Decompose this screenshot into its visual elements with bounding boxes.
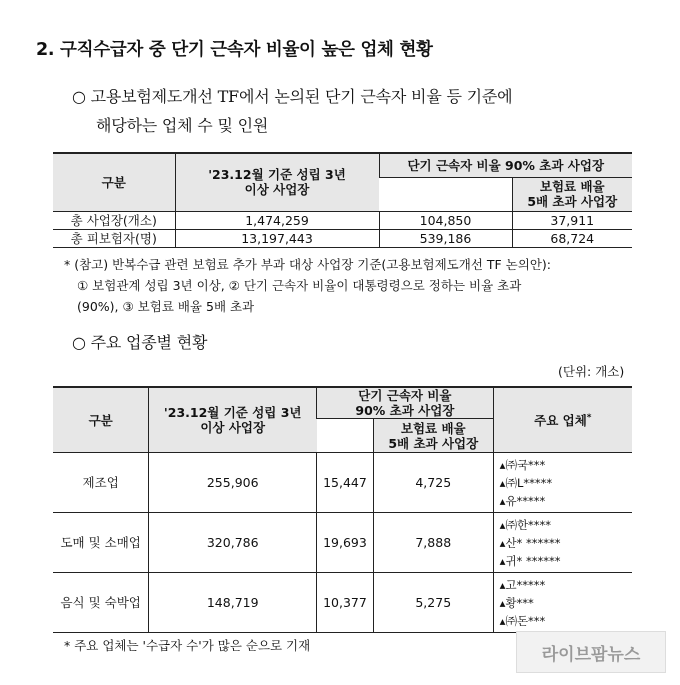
t1-row-label: 총 피보험자(명) bbox=[53, 229, 175, 247]
t1-header-col3: 보험료 배율 5배 초과 사업장 bbox=[512, 177, 632, 211]
t2-header-category: 구분 bbox=[53, 387, 149, 453]
t1-cell: 13,197,443 bbox=[175, 229, 379, 247]
t1-spacer bbox=[379, 177, 512, 211]
t1-header-category: 구분 bbox=[53, 153, 175, 211]
t2-cell: 19,693 bbox=[317, 513, 374, 573]
t2-cell: 148,719 bbox=[149, 573, 317, 633]
bullet-text-1: ○ 고용보험제도개선 TF에서 논의된 단기 근속자 비율 등 기준에 bbox=[72, 87, 513, 106]
note-1 bbox=[64, 254, 634, 317]
t1-row-label: 총 사업장(개소) bbox=[53, 211, 175, 229]
t2-row-label: 도매 및 소매업 bbox=[53, 513, 149, 573]
company-list: ▴고***** ▴황*** ▴㈜돈*** bbox=[493, 573, 632, 633]
t2-header-col2: 단기 근속자 비율 90% 초과 사업장 bbox=[317, 387, 494, 419]
table-row bbox=[53, 211, 632, 229]
t1-cell: 37,911 bbox=[512, 211, 632, 229]
t1-header-col2: 단기 근속자 비율 90% 초과 사업장 bbox=[379, 153, 632, 177]
t2-header-col4: 주요 업체* bbox=[493, 387, 632, 453]
t1-cell: 68,724 bbox=[512, 229, 632, 247]
note-1-line: * (참고) 반복수급 관련 보험료 추가 부과 대상 사업장 기준(고용보험제도개선 TF 논의안): bbox=[64, 257, 551, 272]
t2-row-label: 음식 및 숙박업 bbox=[53, 573, 149, 633]
summary-table bbox=[53, 152, 632, 248]
t1-cell: 539,186 bbox=[379, 229, 512, 247]
note-1-line: ① 보험관계 성립 3년 이상, ② 단기 근속자 비율이 대통령령으로 정하는 비율 초과 bbox=[77, 278, 522, 293]
t2-header-col3: 보험료 배율 5배 초과 사업장 bbox=[373, 419, 493, 453]
t2-cell: 320,786 bbox=[149, 513, 317, 573]
t1-cell: 1,474,259 bbox=[175, 211, 379, 229]
t2-cell: 4,725 bbox=[373, 453, 493, 513]
t2-cell: 15,447 bbox=[317, 453, 374, 513]
table-row bbox=[53, 453, 632, 513]
t2-cell: 5,275 bbox=[373, 573, 493, 633]
company-list: ▴㈜한**** ▴산* ****** ▴귀* ****** bbox=[493, 513, 632, 573]
company-list: ▴㈜국*** ▴㈜L***** ▴유***** bbox=[493, 453, 632, 513]
t2-cell: 10,377 bbox=[317, 573, 374, 633]
table-row bbox=[53, 229, 632, 247]
t2-spacer bbox=[317, 419, 374, 453]
note-1-line: (90%), ③ 보험료 배율 5배 초과 bbox=[77, 299, 255, 314]
industry-table bbox=[53, 386, 632, 633]
t2-row-label: 제조업 bbox=[53, 453, 149, 513]
unit-label: (단위: 개소) bbox=[558, 364, 625, 379]
t2-cell: 255,906 bbox=[149, 453, 317, 513]
t2-header-col1: '23.12월 기준 성립 3년 이상 사업장 bbox=[149, 387, 317, 453]
t2-cell: 7,888 bbox=[373, 513, 493, 573]
t1-cell: 104,850 bbox=[379, 211, 512, 229]
bullet-text-1-cont: 해당하는 업체 수 및 인원 bbox=[96, 116, 269, 135]
table-row bbox=[53, 573, 632, 633]
section-title: 2. 구직수급자 중 단기 근속자 비율이 높은 업체 현황 bbox=[36, 40, 433, 60]
bullet-text-2: ○ 주요 업종별 현황 bbox=[72, 333, 208, 352]
note-2: * 주요 업체는 '수급자 수'가 많은 순으로 기재 bbox=[64, 638, 311, 653]
table-row bbox=[53, 513, 632, 573]
watermark-logo: 라이브팜뉴스 bbox=[516, 631, 666, 673]
t1-header-col1: '23.12월 기준 성립 3년 이상 사업장 bbox=[175, 153, 379, 211]
